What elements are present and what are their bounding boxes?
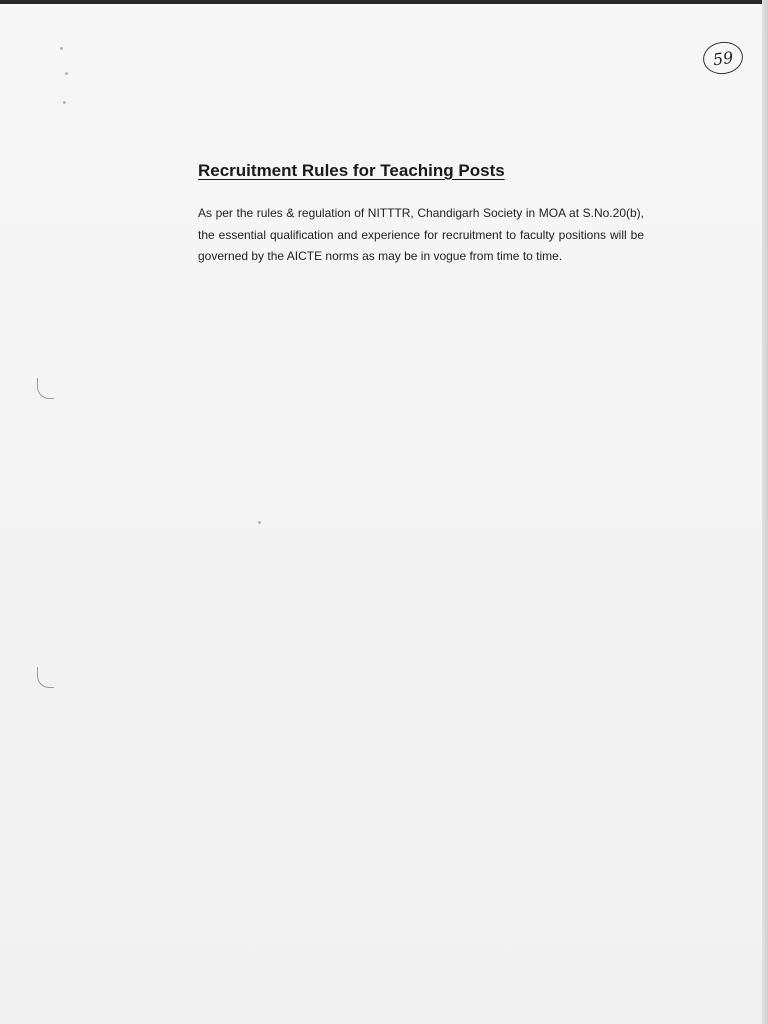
scan-right-edge bbox=[762, 0, 768, 1024]
document-paragraph: As per the rules & regulation of NITTTR, Chandigarh Society in MOA at S.No.20(b), the essential qualification and experience for recruitment to faculty positions will be governed by the AICTE norms as may be in vogue from time to time. bbox=[198, 206, 644, 263]
scan-speck bbox=[65, 72, 68, 75]
scan-speck bbox=[63, 101, 66, 104]
scan-speck bbox=[60, 47, 63, 50]
handwritten-page-number: 59 bbox=[701, 39, 745, 76]
scan-top-edge bbox=[0, 0, 768, 4]
scan-speck bbox=[258, 521, 261, 524]
document-heading: Recruitment Rules for Teaching Posts bbox=[198, 161, 505, 180]
punch-hole-mark bbox=[37, 378, 54, 399]
punch-hole-mark bbox=[37, 667, 54, 688]
